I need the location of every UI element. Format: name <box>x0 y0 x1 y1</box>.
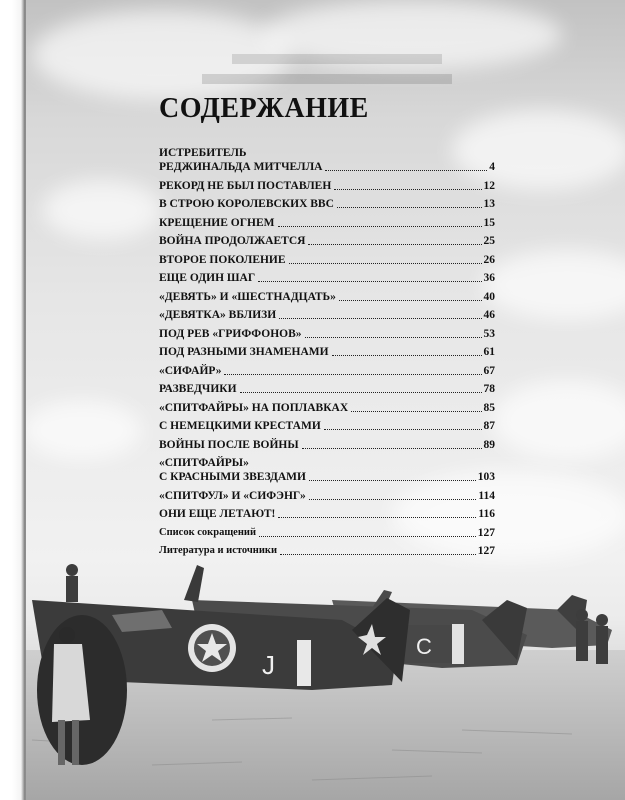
toc-entry[interactable] <box>159 146 495 174</box>
toc-entry-page: 53 <box>483 327 495 340</box>
toc-entry-page: 127 <box>477 526 495 539</box>
toc-dot-leader <box>240 392 482 393</box>
toc-entry[interactable] <box>159 364 495 378</box>
toc-entry-page: 116 <box>478 508 495 520</box>
fuselage-letter-j: J <box>262 650 275 680</box>
toc-entry[interactable] <box>159 419 495 433</box>
toc-dot-leader <box>279 318 481 319</box>
toc-entry-page: 36 <box>483 272 495 284</box>
toc-entry-page: 78 <box>483 383 495 395</box>
toc-entry[interactable] <box>159 382 495 396</box>
toc-entry-title: ПОД РЕВ «ГРИФФОНОВ» <box>159 327 302 340</box>
toc-entry-title: ИСТРЕБИТЕЛЬ РЕДЖИНАЛЬДА МИТЧЕЛЛА <box>159 147 323 173</box>
page <box>12 0 625 800</box>
toc-dot-leader <box>309 480 476 481</box>
toc-entry-title: «СИФАЙР» <box>159 364 222 377</box>
toc-entry[interactable] <box>159 234 495 248</box>
toc-entry-title: КРЕЩЕНИЕ ОГНЕМ <box>159 216 275 229</box>
toc-entry[interactable] <box>159 197 495 211</box>
toc-entry-page: 46 <box>483 309 495 321</box>
toc-entry-page: 67 <box>483 364 495 377</box>
toc-entry[interactable] <box>159 489 495 503</box>
toc-entry-title: «СПИТФАЙРЫ» С КРАСНЫМИ ЗВЕЗДАМИ <box>159 457 306 483</box>
toc-dot-leader <box>337 207 482 208</box>
fuselage-letter-c: C <box>416 634 432 659</box>
page-title: СОДЕРЖАНИЕ <box>159 93 369 124</box>
toc-entry-title: «СПИТФАЙРЫ» НА ПОПЛАВКАХ <box>159 401 349 414</box>
toc-dot-leader <box>332 355 482 356</box>
page-binding-edge <box>12 0 26 800</box>
toc-dot-leader <box>305 337 482 338</box>
toc-entry[interactable] <box>159 438 495 452</box>
cloud <box>42 180 162 240</box>
toc-dot-leader <box>308 244 481 245</box>
toc-dot-leader <box>278 517 476 518</box>
toc-entry-page: 13 <box>483 198 495 210</box>
toc-entry[interactable] <box>159 271 495 285</box>
toc-entry-title: «ДЕВЯТЬ» И «ШЕСТНАДЦАТЬ» <box>159 290 336 303</box>
toc-dot-leader <box>258 281 481 282</box>
toc-entry-page: 127 <box>477 545 495 557</box>
toc-entry[interactable] <box>159 456 495 484</box>
toc-entry-page: 61 <box>483 346 495 358</box>
toc-entry[interactable] <box>159 327 495 341</box>
toc-dot-leader <box>334 189 481 190</box>
toc-entry-title: В СТРОЮ КОРОЛЕВСКИХ ВВС <box>159 198 334 210</box>
toc-dot-leader <box>278 226 482 227</box>
toc-entry-title: Литература и источники <box>159 545 277 556</box>
cloud <box>492 380 625 460</box>
cloud <box>482 250 625 320</box>
toc-entry-title: РАЗВЕДЧИКИ <box>159 383 237 395</box>
toc-entry-page: 103 <box>477 471 495 483</box>
toc-entry-title: ПОД РАЗНЫМИ ЗНАМЕНАМИ <box>159 346 329 358</box>
toc-entry-page: 15 <box>483 216 495 229</box>
toc-dot-leader <box>302 448 482 449</box>
toc-entry[interactable] <box>159 253 495 267</box>
toc-dot-leader <box>339 300 482 301</box>
toc-entry-title: ВОЙНА ПРОДОЛЖАЕТСЯ <box>159 235 306 247</box>
toc-dot-leader <box>325 170 487 171</box>
toc-entry[interactable] <box>159 345 495 359</box>
toc-entry[interactable] <box>159 526 495 540</box>
toc-entry-title: ВОЙНЫ ПОСЛЕ ВОЙНЫ <box>159 438 299 451</box>
toc-dot-leader <box>324 429 482 430</box>
airfield-photo <box>12 540 625 800</box>
toc-entry-title: ЕЩЕ ОДИН ШАГ <box>159 272 256 284</box>
toc-entry[interactable] <box>159 507 495 521</box>
cloud <box>22 400 142 460</box>
toc-dot-leader <box>351 411 481 412</box>
toc-entry-page: 4 <box>489 161 495 173</box>
toc-entry-page: 40 <box>483 290 495 303</box>
toc-entry[interactable] <box>159 290 495 304</box>
toc-dot-leader <box>224 374 481 375</box>
toc-list <box>159 146 495 558</box>
toc-entry[interactable] <box>159 216 495 230</box>
toc-dot-leader <box>309 499 477 500</box>
table-of-contents <box>159 92 495 563</box>
toc-entry-title: Список сокращений <box>159 526 256 538</box>
toc-entry-page: 87 <box>483 420 495 432</box>
toc-entry-page: 12 <box>483 179 495 192</box>
toc-entry-title: РЕКОРД НЕ БЫЛ ПОСТАВЛЕН <box>159 179 332 192</box>
show-through-text <box>202 38 502 88</box>
toc-entry-title: «ДЕВЯТКА» ВБЛИЗИ <box>159 309 277 321</box>
toc-entry[interactable] <box>159 401 495 415</box>
toc-entry-page: 89 <box>483 438 495 451</box>
toc-entry-title: ОНИ ЕЩЕ ЛЕТАЮТ! <box>159 508 276 520</box>
toc-dot-leader <box>259 536 476 537</box>
show-through-lines <box>202 44 502 88</box>
toc-entry-page: 85 <box>483 401 495 414</box>
toc-entry[interactable] <box>159 179 495 193</box>
toc-entry-title: «СПИТФУЛ» И «СИФЭНГ» <box>159 489 306 502</box>
toc-dot-leader <box>289 263 482 264</box>
toc-entry-title: ВТОРОЕ ПОКОЛЕНИЕ <box>159 253 286 266</box>
toc-entry-page: 26 <box>483 253 495 266</box>
toc-entry-page: 25 <box>483 235 495 247</box>
toc-entry-title: С НЕМЕЦКИМИ КРЕСТАМИ <box>159 420 321 432</box>
toc-entry-page: 114 <box>478 489 495 502</box>
toc-entry[interactable] <box>159 308 495 322</box>
